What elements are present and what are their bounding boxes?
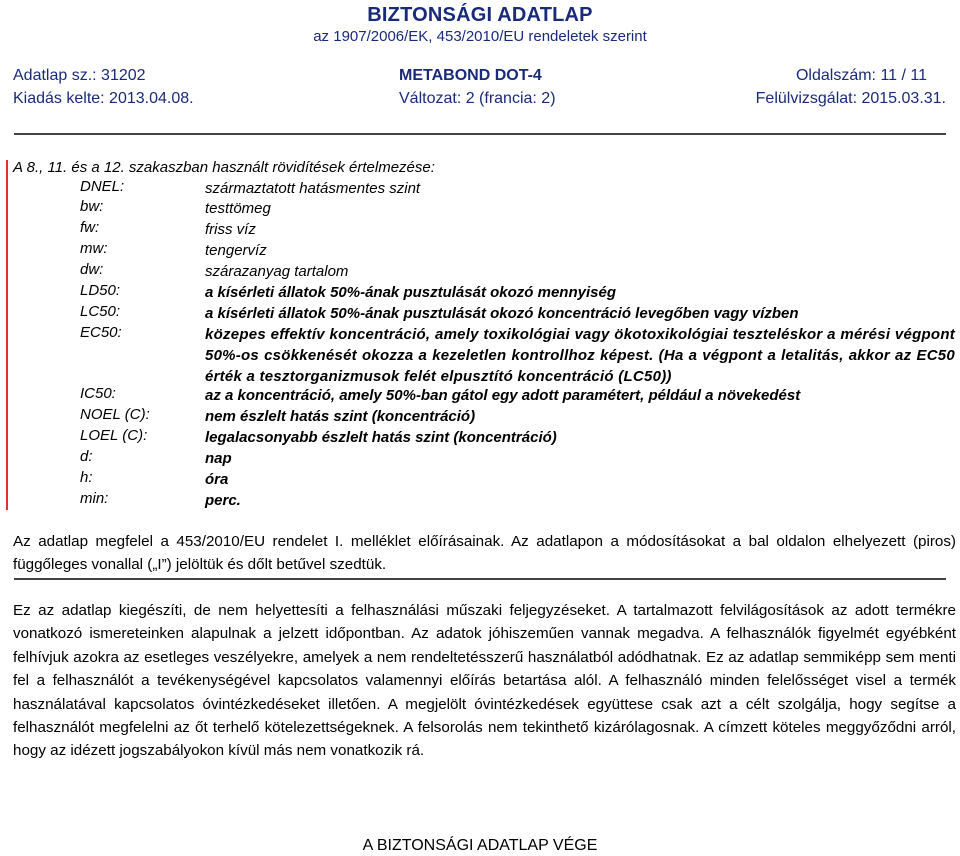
- abbreviation-term: dw:: [80, 261, 104, 278]
- abbreviation-definition: a kísérleti állatok 50%-ának pusztulását okozó koncentráció levegőben vagy vízben: [205, 305, 799, 322]
- product-name: METABOND DOT-4: [399, 67, 542, 84]
- abbreviation-definition: származtatott hatásmentes szint: [205, 180, 421, 197]
- abbreviation-definition: nem észlelt hatás szint (koncentráció): [205, 408, 476, 425]
- abbreviation-term: LD50:: [80, 282, 121, 299]
- abbreviation-term: fw:: [80, 219, 100, 236]
- document-title: BIZTONSÁGI ADATLAP: [367, 4, 593, 26]
- header-divider: [14, 133, 946, 135]
- compliance-paragraph: Az adatlap megfelel a 453/2010/EU rendelet I. melléklet előírásainak. Az adatlapon a módosításokat a bal oldalon elhelyezett (piros) függőleges vonallal („I”) jelöltük és dőlt betűvel szedtük.: [13, 533, 956, 574]
- sheet-number: Adatlap sz.: 31202: [13, 67, 146, 84]
- abbreviation-definition: szárazanyag tartalom: [205, 263, 349, 280]
- abbreviation-definition: óra: [205, 471, 229, 488]
- abbreviation-term: EC50:: [80, 324, 122, 341]
- abbreviation-term: IC50:: [80, 385, 116, 402]
- issue-date: Kiadás kelte: 2013.04.08.: [13, 90, 194, 107]
- abbreviation-definition: az a koncentráció, amely 50%-ban gátol egy adott paramétert, például a növekedést: [205, 387, 801, 404]
- abbreviation-definition: perc.: [205, 492, 241, 509]
- abbreviation-term: d:: [80, 448, 93, 465]
- abbreviation-term: min:: [80, 490, 109, 507]
- abbreviation-definition: tengervíz: [205, 242, 267, 259]
- abbreviations-intro: A 8., 11. és a 12. szakaszban használt rövidítések értelmezése:: [13, 159, 435, 176]
- document-subtitle: az 1907/2006/EK, 453/2010/EU rendeletek szerint: [313, 28, 647, 45]
- version: Változat: 2 (francia: 2): [399, 90, 556, 107]
- abbreviation-term: mw:: [80, 240, 108, 257]
- abbreviation-definition: nap: [205, 450, 232, 467]
- abbreviation-definition: friss víz: [205, 221, 256, 238]
- abbreviation-definition: közepes effektív koncentráció, amely toxikológiai vagy ökotoxikológiai teszteléskor a mérési végpont 50%-os csökkenését okozza a kezeletlen kontrollhoz képest. (Ha a végpont a letalitás, akkor az EC50 érték a tesztorganizmusok felét elpusztító koncentráció (LC50)): [205, 326, 955, 385]
- abbreviation-term: DNEL:: [80, 178, 125, 195]
- section-divider: [14, 578, 946, 580]
- abbreviation-term: LC50:: [80, 303, 121, 320]
- page-number: Oldalszám: 11 / 11: [795, 67, 927, 84]
- abbreviation-term: LOEL (C):: [80, 427, 148, 444]
- change-bar: [6, 160, 8, 510]
- abbreviation-term: bw:: [80, 198, 104, 215]
- abbreviation-definition: legalacsonyabb észlelt hatás szint (koncentráció): [205, 429, 557, 446]
- document-end-footer: A BIZTONSÁGI ADATLAP VÉGE: [362, 837, 598, 854]
- abbreviation-definition: testtömeg: [205, 200, 271, 217]
- abbreviation-definition: a kísérleti állatok 50%-ának pusztulását okozó mennyiség: [205, 284, 616, 301]
- revision-date: Felülvizsgálat: 2015.03.31.: [755, 90, 946, 107]
- abbreviation-term: h:: [80, 469, 93, 486]
- disclaimer-paragraph: Ez az adatlap kiegészíti, de nem helyettesíti a felhasználási műszaki feljegyzéseket. A tartalmazott felvilágosítások az adott termékre vonatkozó ismereteinken alapulnak a jelzett időpontban. Az adatok jóhiszeműen vannak megadva. A felhasználók figyelmét egyébként felhívjuk azokra az esetleges veszélyekre, amelyek a nem rendeltetésszerű használatból adódhatnak. Ez az adatlap semmiképp sem menti fel a felhasználót a tevékenységével kapcsolatos valamennyi előírás betartása alól. A felhasználó minden felelősséget visel a termék használatával kapcsolatos óvintézkedéseket illetően. A megjelölt óvintézkedések együttese csak azt a célt szolgálja, hogy segítse a felhasználót megfelelni az őt terhelő kötelezettségeknek. A felsorolás nem tekinthető kizárólagosnak. A címzett köteles meggyőződni arról, hogy az idézett jogszabályokon kívül más nem vonatkozik rá.: [13, 602, 956, 760]
- abbreviation-term: NOEL (C):: [80, 406, 150, 423]
